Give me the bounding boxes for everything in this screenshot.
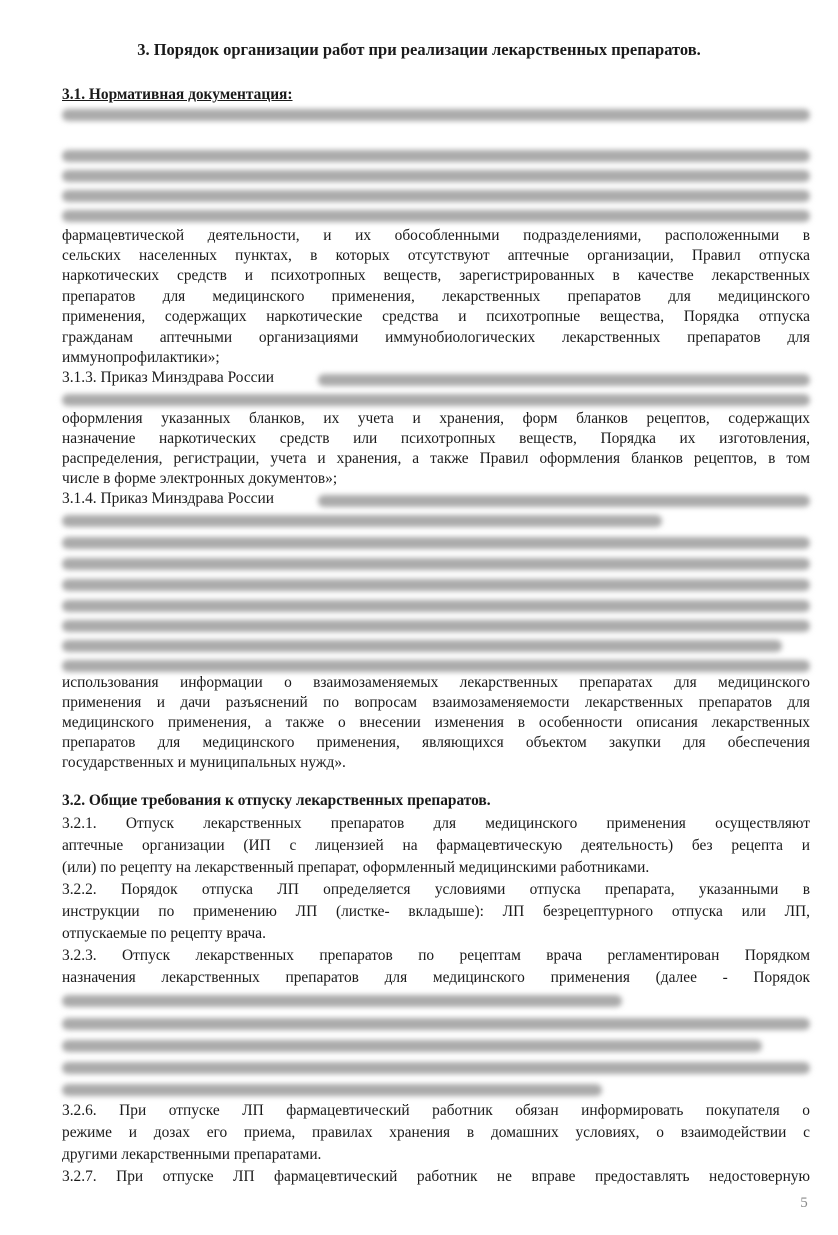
paragraph-line: оформления указанных бланков, их учета и хранения, форм бланков рецептов, содержащих [62, 410, 810, 427]
paragraph-line: иммунопрофилактики»; [62, 349, 220, 366]
paragraph-line: фармацевтической деятельности, и их обособленными подразделениями, расположенными в [62, 227, 810, 244]
paragraph-line: назначение наркотических средств или психотропных веществ, Порядка их изготовления, [62, 430, 810, 447]
paragraph-line: 3.2.7. При отпуске ЛП фармацевтический работник не вправе предоставлять недостоверную [62, 1168, 810, 1185]
paragraph-line: применения, содержащих наркотические средства и психотропные вещества, Порядка отпуска [62, 308, 810, 325]
paragraph-line: отпускаемые по рецепту врача. [62, 925, 266, 942]
paragraph-line: распределения, регистрации, учета и хранения, а также Правил оформления бланков рецептов, в том [62, 450, 810, 467]
section-title: 3. Порядок организации работ при реализации лекарственных препаратов. [137, 40, 701, 59]
paragraph-line: числе в форме электронных документов»; [62, 470, 338, 487]
item-3-1-3: 3.1.3. Приказ Минздрава России [62, 369, 274, 386]
paragraph-line: 3.2.6. При отпуске ЛП фармацевтический работник обязан информировать покупателя о [62, 1102, 810, 1119]
page-number: 5 [800, 1195, 808, 1211]
paragraph-line: назначения лекарственных препаратов для медицинского применения (далее - Порядок [62, 969, 810, 986]
item-3-1-4: 3.1.4. Приказ Минздрава России [62, 490, 274, 507]
paragraph-line: другими лекарственными препаратами. [62, 1146, 322, 1163]
section-3-1-heading: 3.1. Нормативная документация: [62, 86, 293, 103]
paragraph-line: сельских населенных пунктах, в которых отсутствуют аптечные организации, Правил отпуска [62, 247, 810, 264]
section-3-2-heading: 3.2. Общие требования к отпуску лекарственных препаратов. [62, 792, 491, 809]
paragraph-line: 3.2.1. Отпуск лекарственных препаратов для медицинского применения осуществляют [62, 815, 810, 832]
paragraph-line: инструкции по применению ЛП (листке- вкладыше): ЛП безрецептурного отпуска или ЛП, [62, 903, 810, 920]
paragraph-line: применения и дачи разъяснений по вопросам взаимозаменяемости лекарственных препаратов для [62, 694, 810, 711]
paragraph-line: гражданам аптечными организациями иммунобиологических лекарственных препаратов для [62, 329, 810, 346]
paragraph-line: препаратов для медицинского применения, являющихся объектом закупки для обеспечения [62, 734, 810, 751]
paragraph-line: государственных и муниципальных нужд». [62, 754, 346, 771]
paragraph-line: наркотических средств и психотропных веществ, зарегистрированных в качестве лекарственных [62, 267, 810, 284]
paragraph-line: аптечные организации (ИП с лицензией на фармацевтическую деятельность) без рецепта и [62, 837, 810, 854]
paragraph-line: использования информации о взаимозаменяемых лекарственных препаратах для медицинского [62, 674, 810, 691]
paragraph-line: медицинского применения, а также о внесении изменения в особенности описания лекарственных [62, 714, 810, 731]
paragraph-line: 3.2.2. Порядок отпуска ЛП определяется условиями отпуска препарата, указанными в [62, 881, 810, 898]
paragraph-line: препаратов для медицинского применения, лекарственных препаратов для медицинского [62, 288, 810, 305]
paragraph-line: режиме и дозах его приема, правилах хранения в домашних условиях, о взаимодействии с [62, 1124, 810, 1141]
paragraph-line: 3.2.3. Отпуск лекарственных препаратов по рецептам врача регламентирован Порядком [62, 947, 810, 964]
paragraph-line: (или) по рецепту на лекарственный препарат, оформленный медицинскими работниками. [62, 859, 650, 876]
